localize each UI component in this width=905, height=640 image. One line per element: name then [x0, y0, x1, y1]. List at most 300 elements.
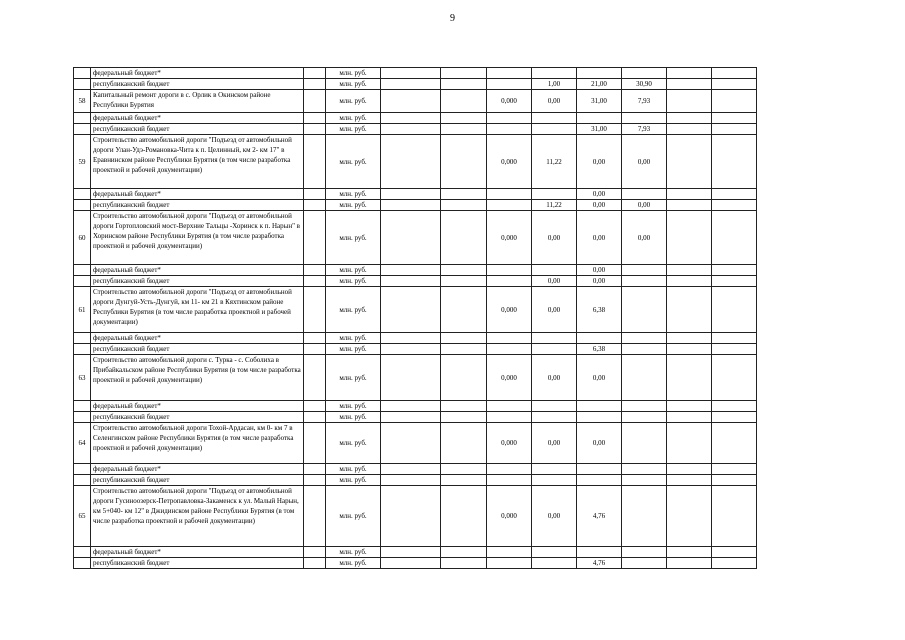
value-cell: 31,00: [577, 90, 622, 113]
value-cell: 0,00: [532, 423, 577, 464]
value-cell: [532, 333, 577, 344]
value-cell: [381, 135, 441, 189]
value-cell: 0,00: [622, 211, 667, 265]
empty-cell: [304, 265, 326, 276]
value-cell: [487, 68, 532, 79]
value-cell: [622, 558, 667, 569]
unit-cell: млн. руб.: [326, 547, 381, 558]
value-cell: 30,90: [622, 79, 667, 90]
value-cell: 0,000: [487, 90, 532, 113]
empty-cell: [304, 355, 326, 401]
value-cell: 0,00: [577, 211, 622, 265]
item-name-cell: республиканский бюджет: [91, 412, 304, 423]
value-cell: [712, 276, 757, 287]
item-name-cell: Строительство автомобильной дороги "Подъезд от автомобильной дороги Гортопловский мост-Верхние Тальцы -Хоринск к п. Нарын" в Хоринском районе Республики Бурятия (в том числе разработка проектной и рабочей документации): [91, 211, 304, 265]
value-cell: [712, 401, 757, 412]
table-row: [74, 68, 802, 79]
value-cell: [622, 486, 667, 547]
value-cell: [487, 401, 532, 412]
unit-cell: млн. руб.: [326, 486, 381, 547]
empty-cell: [304, 287, 326, 333]
value-cell: [667, 412, 712, 423]
value-cell: [712, 475, 757, 486]
value-cell: [441, 344, 487, 355]
value-cell: [577, 464, 622, 475]
item-name-cell: Строительство автомобильной дороги Тохой-Ардасан, км 0- км 7 в Селенгинском районе Республики Бурятия (в том числе разработка проектной и рабочей документации): [91, 423, 304, 464]
value-cell: [712, 423, 757, 464]
value-cell: [532, 475, 577, 486]
value-cell: [381, 486, 441, 547]
value-cell: [577, 475, 622, 486]
value-cell: [381, 464, 441, 475]
value-cell: [667, 486, 712, 547]
value-cell: 7,93: [622, 90, 667, 113]
value-cell: [622, 412, 667, 423]
value-cell: 0,00: [532, 276, 577, 287]
item-name-cell: республиканский бюджет: [91, 200, 304, 211]
row-number-cell: [74, 475, 91, 486]
unit-cell: млн. руб.: [326, 423, 381, 464]
row-number-cell: 61: [74, 287, 91, 333]
value-cell: [487, 124, 532, 135]
value-cell: [622, 423, 667, 464]
value-cell: [667, 135, 712, 189]
value-cell: [667, 333, 712, 344]
item-name-cell: федеральный бюджет*: [91, 68, 304, 79]
value-cell: [712, 124, 757, 135]
row-number-cell: [74, 401, 91, 412]
value-cell: [577, 412, 622, 423]
value-cell: [532, 401, 577, 412]
value-cell: [381, 558, 441, 569]
row-number-cell: [74, 124, 91, 135]
empty-cell: [304, 135, 326, 189]
unit-cell: млн. руб.: [326, 124, 381, 135]
value-cell: 0,00: [532, 486, 577, 547]
table-row: [74, 287, 802, 333]
value-cell: [712, 547, 757, 558]
item-name-cell: Строительство автомобильной дороги "Подъезд от автомобильной дороги Гусиноозерск-Петропавловка-Закаменск к ул. Малый Нарын, км 5+040- км 12" в Джидинском районе Республики Бурятия (в том числе разработка проектной и рабочей документации): [91, 486, 304, 547]
value-cell: 0,00: [577, 265, 622, 276]
value-cell: [381, 200, 441, 211]
table-row: [74, 276, 802, 287]
value-cell: [532, 124, 577, 135]
unit-cell: млн. руб.: [326, 90, 381, 113]
value-cell: [667, 211, 712, 265]
value-cell: [667, 475, 712, 486]
value-cell: 0,000: [487, 287, 532, 333]
empty-cell: [304, 475, 326, 486]
table-row: [74, 333, 802, 344]
row-number-cell: 58: [74, 90, 91, 113]
value-cell: [441, 265, 487, 276]
value-cell: [622, 189, 667, 200]
value-cell: [381, 90, 441, 113]
value-cell: 0,000: [487, 135, 532, 189]
value-cell: [667, 423, 712, 464]
unit-cell: млн. руб.: [326, 333, 381, 344]
value-cell: [381, 124, 441, 135]
row-number-cell: 64: [74, 423, 91, 464]
empty-cell: [304, 486, 326, 547]
item-name-cell: республиканский бюджет: [91, 344, 304, 355]
table-row: [74, 200, 802, 211]
value-cell: [622, 464, 667, 475]
unit-cell: млн. руб.: [326, 200, 381, 211]
page-number: 9: [450, 13, 455, 24]
value-cell: [577, 333, 622, 344]
value-cell: [381, 344, 441, 355]
unit-cell: млн. руб.: [326, 211, 381, 265]
value-cell: [441, 287, 487, 333]
value-cell: [712, 558, 757, 569]
unit-cell: млн. руб.: [326, 113, 381, 124]
value-cell: [441, 68, 487, 79]
value-cell: [381, 287, 441, 333]
empty-cell: [304, 547, 326, 558]
value-cell: [622, 265, 667, 276]
value-cell: [667, 79, 712, 90]
value-cell: [441, 113, 487, 124]
item-name-cell: федеральный бюджет*: [91, 333, 304, 344]
value-cell: [532, 547, 577, 558]
table-row: [74, 475, 802, 486]
value-cell: [441, 355, 487, 401]
value-cell: 11,22: [532, 200, 577, 211]
value-cell: [712, 486, 757, 547]
unit-cell: млн. руб.: [326, 355, 381, 401]
value-cell: [487, 200, 532, 211]
row-number-cell: [74, 344, 91, 355]
unit-cell: млн. руб.: [326, 412, 381, 423]
value-cell: 6,38: [577, 344, 622, 355]
value-cell: [622, 333, 667, 344]
empty-cell: [304, 333, 326, 344]
row-number-cell: 63: [74, 355, 91, 401]
value-cell: [381, 265, 441, 276]
value-cell: [487, 464, 532, 475]
empty-cell: [304, 412, 326, 423]
unit-cell: млн. руб.: [326, 401, 381, 412]
unit-cell: млн. руб.: [326, 276, 381, 287]
value-cell: [712, 287, 757, 333]
row-number-cell: [74, 265, 91, 276]
value-cell: [667, 558, 712, 569]
value-cell: 0,00: [577, 276, 622, 287]
unit-cell: млн. руб.: [326, 344, 381, 355]
value-cell: [487, 265, 532, 276]
item-name-cell: республиканский бюджет: [91, 276, 304, 287]
item-name-cell: Капитальный ремонт дороги в с. Орлик в Окинском районе Республики Бурятия: [91, 90, 304, 113]
table-row: [74, 558, 802, 569]
value-cell: 0,000: [487, 486, 532, 547]
value-cell: [667, 401, 712, 412]
value-cell: 0,00: [577, 135, 622, 189]
value-cell: [441, 401, 487, 412]
value-cell: [622, 113, 667, 124]
value-cell: [667, 113, 712, 124]
unit-cell: млн. руб.: [326, 558, 381, 569]
empty-cell: [304, 189, 326, 200]
item-name-cell: Строительство автомобильной дороги с. Турка - с. Соболиха в Прибайкальском районе Республики Бурятия (в том числе разработка проектной и рабочей документации): [91, 355, 304, 401]
empty-cell: [304, 344, 326, 355]
table-row: [74, 355, 802, 401]
value-cell: [532, 113, 577, 124]
value-cell: [441, 189, 487, 200]
value-cell: 0,000: [487, 355, 532, 401]
table-row: [74, 265, 802, 276]
row-number-cell: 59: [74, 135, 91, 189]
value-cell: [441, 423, 487, 464]
value-cell: [532, 265, 577, 276]
table-row: [74, 90, 802, 113]
row-number-cell: [74, 276, 91, 287]
value-cell: [712, 68, 757, 79]
value-cell: 0,00: [532, 90, 577, 113]
value-cell: 4,76: [577, 486, 622, 547]
empty-cell: [304, 401, 326, 412]
value-cell: [441, 486, 487, 547]
value-cell: [487, 547, 532, 558]
table-row: [74, 135, 802, 189]
empty-cell: [304, 113, 326, 124]
value-cell: [712, 265, 757, 276]
value-cell: 0,00: [577, 189, 622, 200]
value-cell: [667, 189, 712, 200]
value-cell: [487, 558, 532, 569]
unit-cell: млн. руб.: [326, 68, 381, 79]
budget-table: [73, 67, 802, 569]
value-cell: [441, 475, 487, 486]
empty-cell: [304, 464, 326, 475]
value-cell: 31,00: [577, 124, 622, 135]
item-name-cell: федеральный бюджет*: [91, 189, 304, 200]
value-cell: [487, 189, 532, 200]
item-name-cell: республиканский бюджет: [91, 558, 304, 569]
value-cell: [667, 355, 712, 401]
value-cell: 0,000: [487, 211, 532, 265]
row-number-cell: [74, 547, 91, 558]
value-cell: 6,38: [577, 287, 622, 333]
empty-cell: [304, 90, 326, 113]
value-cell: [532, 464, 577, 475]
table-row: [74, 189, 802, 200]
value-cell: [441, 547, 487, 558]
value-cell: [622, 276, 667, 287]
empty-cell: [304, 68, 326, 79]
value-cell: 0,00: [532, 287, 577, 333]
empty-cell: [304, 200, 326, 211]
table-row: [74, 464, 802, 475]
row-number-cell: 60: [74, 211, 91, 265]
value-cell: [532, 189, 577, 200]
value-cell: [441, 79, 487, 90]
value-cell: 0,00: [577, 423, 622, 464]
row-number-cell: [74, 79, 91, 90]
value-cell: [532, 68, 577, 79]
value-cell: 21,00: [577, 79, 622, 90]
row-number-cell: [74, 113, 91, 124]
unit-cell: млн. руб.: [326, 287, 381, 333]
value-cell: [712, 90, 757, 113]
value-cell: [712, 211, 757, 265]
value-cell: 4,76: [577, 558, 622, 569]
value-cell: [381, 547, 441, 558]
value-cell: [441, 464, 487, 475]
row-number-cell: [74, 412, 91, 423]
empty-cell: [304, 423, 326, 464]
value-cell: [381, 475, 441, 486]
value-cell: [441, 124, 487, 135]
value-cell: [381, 355, 441, 401]
value-cell: [487, 344, 532, 355]
value-cell: [667, 464, 712, 475]
item-name-cell: федеральный бюджет*: [91, 464, 304, 475]
value-cell: [487, 475, 532, 486]
item-name-cell: федеральный бюджет*: [91, 547, 304, 558]
value-cell: [667, 265, 712, 276]
value-cell: 7,93: [622, 124, 667, 135]
value-cell: [441, 333, 487, 344]
value-cell: 0,00: [622, 135, 667, 189]
item-name-cell: федеральный бюджет*: [91, 265, 304, 276]
value-cell: [622, 287, 667, 333]
value-cell: [667, 90, 712, 113]
value-cell: [441, 135, 487, 189]
table-row: [74, 124, 802, 135]
empty-cell: [304, 124, 326, 135]
table-row: [74, 401, 802, 412]
value-cell: [381, 401, 441, 412]
value-cell: 0,00: [532, 211, 577, 265]
value-cell: [487, 79, 532, 90]
value-cell: [381, 412, 441, 423]
value-cell: [532, 558, 577, 569]
value-cell: [712, 200, 757, 211]
value-cell: 0,00: [577, 355, 622, 401]
row-number-cell: [74, 68, 91, 79]
unit-cell: млн. руб.: [326, 475, 381, 486]
table-row: [74, 412, 802, 423]
table-row: [74, 486, 802, 547]
unit-cell: млн. руб.: [326, 464, 381, 475]
value-cell: [577, 547, 622, 558]
row-number-cell: [74, 558, 91, 569]
table-row: [74, 211, 802, 265]
table-body: [74, 68, 802, 569]
item-name-cell: республиканский бюджет: [91, 124, 304, 135]
table-row: [74, 113, 802, 124]
value-cell: [712, 412, 757, 423]
item-name-cell: республиканский бюджет: [91, 475, 304, 486]
value-cell: [712, 189, 757, 200]
value-cell: 1,00: [532, 79, 577, 90]
value-cell: [667, 547, 712, 558]
value-cell: [622, 475, 667, 486]
value-cell: [441, 558, 487, 569]
value-cell: [441, 211, 487, 265]
row-number-cell: [74, 464, 91, 475]
value-cell: [667, 124, 712, 135]
value-cell: [487, 276, 532, 287]
value-cell: [712, 135, 757, 189]
empty-cell: [304, 211, 326, 265]
row-number-cell: [74, 200, 91, 211]
empty-cell: [304, 276, 326, 287]
value-cell: [712, 333, 757, 344]
empty-cell: [304, 79, 326, 90]
row-number-cell: [74, 189, 91, 200]
table-row: [74, 344, 802, 355]
value-cell: [577, 401, 622, 412]
value-cell: [712, 344, 757, 355]
value-cell: [667, 287, 712, 333]
value-cell: [381, 113, 441, 124]
item-name-cell: республиканский бюджет: [91, 79, 304, 90]
unit-cell: млн. руб.: [326, 189, 381, 200]
value-cell: [622, 68, 667, 79]
value-cell: [532, 344, 577, 355]
empty-cell: [304, 558, 326, 569]
item-name-cell: Строительство автомобильной дороги "Подъезд от автомобильной дороги Улан-Удэ-Романовка-Чита к п. Целинный, км 2- км 17" в Еравнинском районе Республики Бурятия (в том числе разработка проектной и рабочей документации): [91, 135, 304, 189]
value-cell: [667, 200, 712, 211]
value-cell: [381, 211, 441, 265]
table-row: [74, 423, 802, 464]
value-cell: 0,00: [532, 355, 577, 401]
value-cell: [712, 113, 757, 124]
unit-cell: млн. руб.: [326, 265, 381, 276]
value-cell: [487, 412, 532, 423]
value-cell: 11,22: [532, 135, 577, 189]
value-cell: [667, 276, 712, 287]
unit-cell: млн. руб.: [326, 79, 381, 90]
unit-cell: млн. руб.: [326, 135, 381, 189]
item-name-cell: Строительство автомобильной дороги "Подъезд от автомобильной дороги Дунгуй-Усть-Дунгуй, км 11- км 21 в Кяхтинском районе Республики Бурятия (в том числе разработка проектной и рабочей документации): [91, 287, 304, 333]
value-cell: [622, 547, 667, 558]
value-cell: [712, 355, 757, 401]
value-cell: 0,000: [487, 423, 532, 464]
value-cell: [622, 401, 667, 412]
value-cell: [487, 113, 532, 124]
value-cell: [441, 200, 487, 211]
value-cell: [381, 68, 441, 79]
value-cell: [381, 333, 441, 344]
value-cell: 0,00: [622, 200, 667, 211]
value-cell: [712, 464, 757, 475]
value-cell: [381, 79, 441, 90]
value-cell: [441, 90, 487, 113]
value-cell: [622, 355, 667, 401]
value-cell: [577, 68, 622, 79]
value-cell: [532, 412, 577, 423]
value-cell: [381, 423, 441, 464]
table-row: [74, 547, 802, 558]
value-cell: [667, 344, 712, 355]
value-cell: [381, 189, 441, 200]
value-cell: [667, 68, 712, 79]
value-cell: [381, 276, 441, 287]
value-cell: [441, 412, 487, 423]
row-number-cell: 65: [74, 486, 91, 547]
value-cell: [712, 79, 757, 90]
table-row: [74, 79, 802, 90]
item-name-cell: федеральный бюджет*: [91, 113, 304, 124]
row-number-cell: [74, 333, 91, 344]
item-name-cell: федеральный бюджет*: [91, 401, 304, 412]
value-cell: 0,00: [577, 200, 622, 211]
value-cell: [577, 113, 622, 124]
value-cell: [441, 276, 487, 287]
